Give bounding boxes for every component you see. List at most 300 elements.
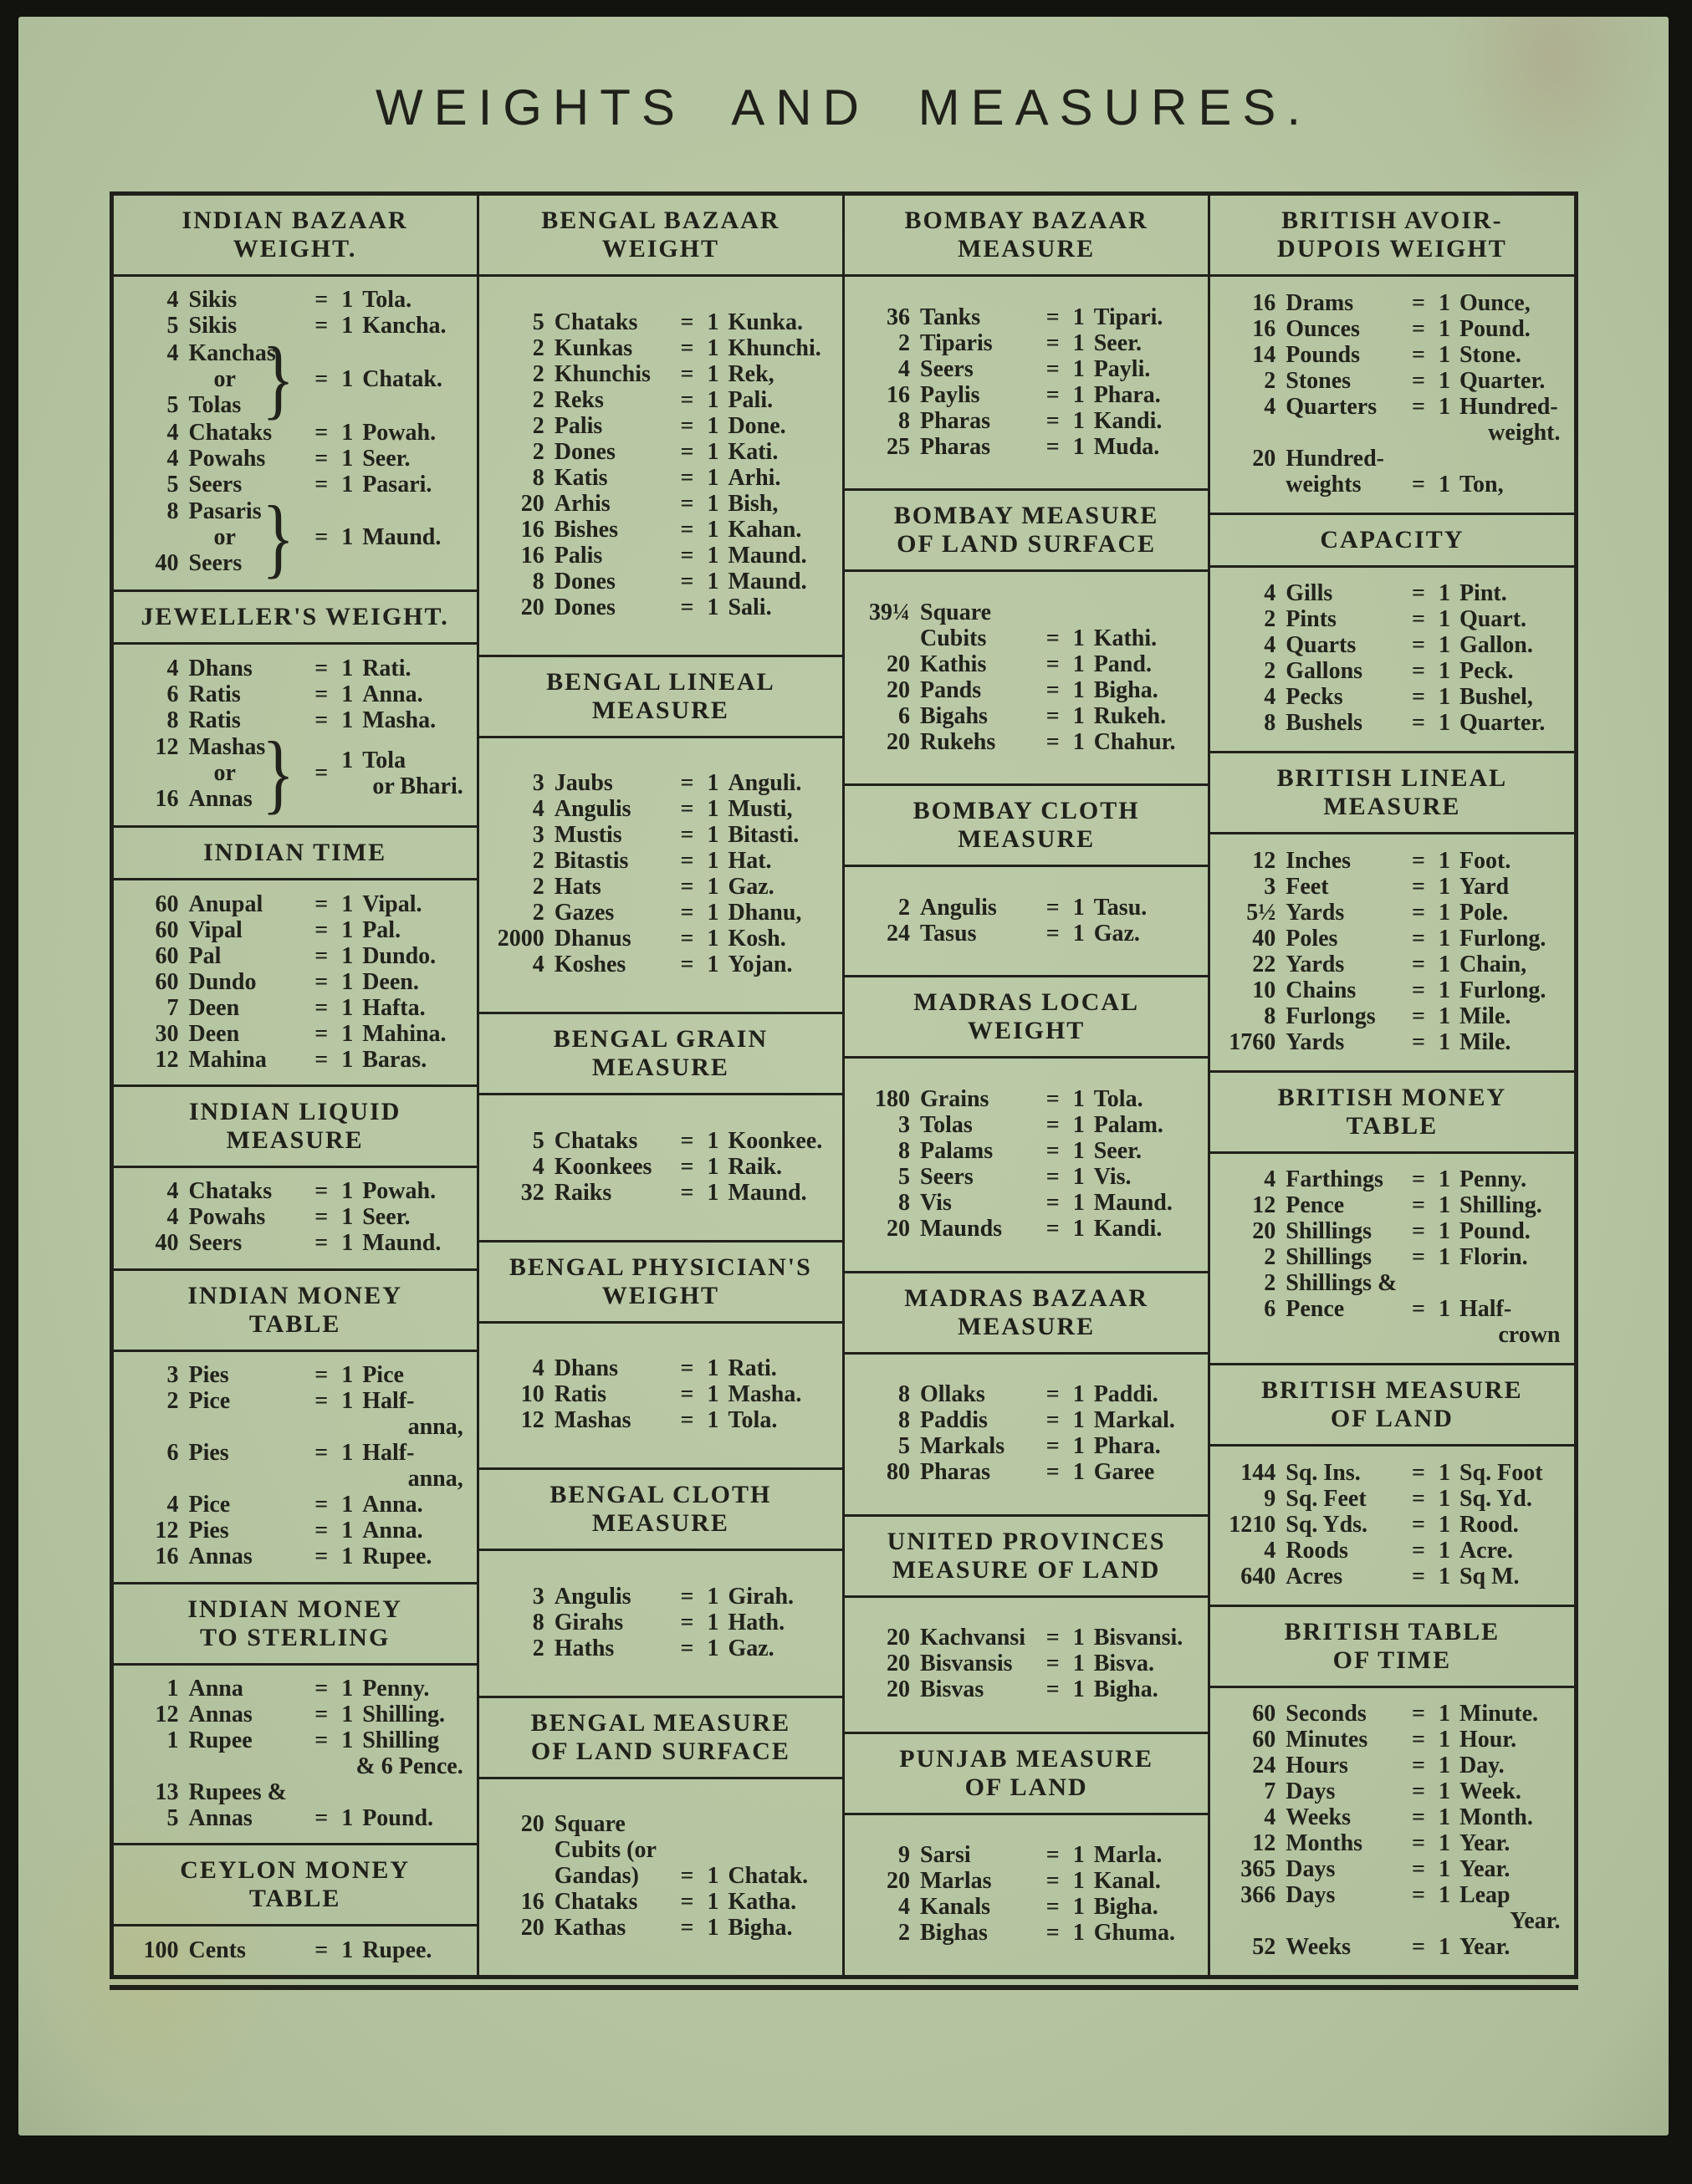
result — [341, 681, 465, 707]
result-quantity: 1 — [1438, 1753, 1450, 1779]
result — [707, 491, 831, 517]
conversion-row — [127, 329, 465, 429]
conversion-row — [1224, 848, 1562, 874]
result — [707, 439, 831, 465]
result-unit: Quarter. — [1459, 367, 1546, 394]
result — [341, 1544, 465, 1569]
conversion-row — [493, 1584, 831, 1610]
equals-sign: = — [1045, 355, 1060, 382]
quantity: 80 — [887, 1459, 910, 1486]
conversion-row — [493, 1811, 831, 1889]
result-quantity: 1 — [1072, 676, 1085, 703]
unit-name: Maunds — [920, 1215, 1003, 1242]
unit-line — [127, 524, 257, 550]
section-body — [479, 1095, 842, 1240]
result — [341, 1230, 465, 1256]
quantity: 2 — [532, 386, 544, 413]
quantity: 10 — [1252, 977, 1276, 1003]
conversion-row — [1224, 606, 1562, 632]
result-unit: Chatak. — [362, 366, 442, 392]
result — [1439, 1753, 1562, 1778]
equals-sign: = — [1045, 1215, 1060, 1242]
result-quantity: 1 — [1438, 1218, 1450, 1245]
equals-sign: = — [680, 796, 694, 823]
unit-name: Minutes — [1286, 1727, 1368, 1753]
quantity: 20 — [1252, 445, 1276, 472]
result-unit: Masha. — [362, 707, 437, 733]
result-quantity: 1 — [1072, 651, 1085, 677]
conversion-row — [493, 1889, 831, 1915]
conversion-row — [493, 1180, 831, 1206]
result-quantity: 1 — [1072, 702, 1085, 729]
result-unit: Week. — [1459, 1778, 1521, 1805]
conversion-row — [1224, 290, 1562, 316]
unit-lines — [127, 340, 276, 418]
section-title-line: TABLE — [1346, 1111, 1439, 1140]
result-quantity: 1 — [341, 1046, 354, 1073]
result — [341, 1676, 465, 1702]
result-unit: Kunka. — [728, 309, 803, 335]
unit-name: Pands — [920, 676, 982, 703]
conversion-row — [1224, 900, 1562, 926]
equals-sign: = — [1045, 1676, 1060, 1703]
result — [707, 1128, 831, 1154]
conversion-row — [127, 1047, 465, 1073]
result-quantity: 1 — [1438, 1882, 1450, 1909]
section-title-line: BRITISH MEASURE — [1261, 1376, 1523, 1404]
quantity: 2 — [532, 1635, 544, 1661]
section-title — [114, 196, 477, 277]
result-quantity: 1 — [1438, 393, 1450, 420]
result — [1439, 848, 1562, 874]
equals-sign: = — [314, 524, 329, 551]
conversion-row — [1224, 1830, 1562, 1856]
result-quantity: 1 — [1072, 1433, 1085, 1460]
page-title: WEIGHTS AND MEASURES. — [375, 79, 1312, 135]
result-unit: Sali. — [728, 594, 772, 620]
quantity: 16 — [520, 1889, 544, 1916]
result — [707, 569, 831, 594]
unit-name: Bisvansis — [920, 1651, 1013, 1677]
section-title — [1210, 196, 1573, 277]
result — [1439, 1029, 1562, 1055]
quantity: 20 — [887, 1625, 910, 1651]
result-quantity: 1 — [1072, 1215, 1085, 1242]
brace-icon: } — [262, 329, 294, 429]
result-unit: Rukeh. — [1093, 702, 1167, 729]
unit-name: Annas — [188, 1701, 253, 1727]
result — [707, 770, 831, 796]
quantity: 60 — [155, 968, 179, 995]
result-quantity: 1 — [341, 1362, 354, 1389]
result-unit: Tipari. — [1093, 304, 1163, 330]
equals-sign: = — [1045, 651, 1060, 677]
quantity: 16 — [520, 542, 544, 569]
result — [1073, 356, 1197, 382]
equals-sign: = — [680, 1153, 694, 1180]
quantity: 4 — [166, 340, 179, 366]
conversion-row — [1224, 1218, 1562, 1244]
section-title-line: OF LAND SURFACE — [897, 530, 1157, 559]
unit-name: Gandas) — [554, 1863, 639, 1890]
section-title-line: OF LAND — [964, 1773, 1088, 1801]
section — [114, 1584, 477, 1846]
equals-sign: = — [1411, 951, 1425, 977]
quantity: 20 — [520, 1811, 544, 1838]
result — [1439, 1218, 1562, 1244]
equals-sign: = — [1045, 329, 1060, 356]
unit-name: Kathas — [554, 1915, 626, 1942]
conversion-row — [1224, 1166, 1562, 1192]
quantity: 180 — [875, 1085, 910, 1112]
conversion-row — [1224, 1270, 1562, 1348]
unit-name: Dhans — [554, 1355, 619, 1382]
result — [341, 1805, 465, 1831]
result-unit: Pint. — [1459, 580, 1507, 607]
result — [707, 874, 831, 900]
conversion-row — [127, 446, 465, 472]
result — [341, 1021, 465, 1047]
equals-sign: = — [1411, 1830, 1425, 1857]
result-quantity: 1 — [341, 1230, 354, 1257]
quantity: 24 — [1252, 1753, 1276, 1779]
quantity: 5 — [532, 309, 544, 335]
equals-sign: = — [1045, 625, 1060, 651]
result-unit: Foot. — [1459, 847, 1511, 874]
result-quantity: 1 — [1438, 1511, 1450, 1538]
unit-name: Cents — [188, 1937, 246, 1963]
conversion-row — [1224, 977, 1562, 1003]
unit-name: Feet — [1286, 873, 1329, 900]
equals-sign: = — [314, 1230, 329, 1257]
equals-sign: = — [314, 1388, 329, 1415]
quantity: 13 — [155, 1778, 179, 1805]
unit-name: Sikis — [188, 287, 238, 314]
conversion-row — [1224, 1856, 1562, 1882]
result-quantity: 1 — [707, 926, 719, 952]
quantity: 12 — [1252, 1192, 1276, 1219]
unit-name: Seconds — [1286, 1701, 1367, 1727]
quantity: 4 — [898, 355, 910, 382]
table-column-1 — [114, 196, 479, 1975]
equals-sign: = — [1045, 728, 1060, 755]
result — [1439, 977, 1562, 1003]
result-unit: Vis. — [1093, 1163, 1132, 1190]
section — [1210, 515, 1573, 754]
result — [1439, 1804, 1562, 1830]
equals-sign: = — [1411, 1218, 1425, 1245]
section-body — [114, 1168, 477, 1268]
result — [1439, 342, 1562, 368]
quantity: 2 — [1264, 1244, 1276, 1271]
result-quantity: 1 — [707, 490, 719, 517]
unit-name: Mashas — [554, 1407, 631, 1434]
result-quantity: 1 — [1072, 1868, 1085, 1895]
result — [1439, 1701, 1562, 1727]
section-title — [479, 196, 842, 277]
result-unit: Musti, — [728, 796, 793, 823]
unit-name: Cubits (or — [554, 1837, 657, 1864]
result — [1439, 684, 1562, 710]
conversion-row — [493, 900, 831, 926]
result-unit: Katha. — [728, 1889, 797, 1916]
unit-name: Farthings — [1286, 1166, 1383, 1193]
section-body — [114, 645, 477, 825]
quantity: 5 — [166, 1804, 179, 1831]
quantity: 3 — [532, 770, 544, 797]
result-quantity: 1 — [1438, 873, 1450, 900]
result-unit: Bisva. — [1093, 1651, 1155, 1677]
conversion-row — [1224, 1538, 1562, 1564]
result — [1439, 1512, 1562, 1538]
quantity: 2 — [532, 900, 544, 926]
quantity: 8 — [898, 1407, 910, 1434]
section-title-line: PUNJAB MEASURE — [899, 1744, 1154, 1773]
result — [707, 361, 831, 387]
equals-sign: = — [314, 1544, 329, 1570]
result-unit: Sq M. — [1459, 1563, 1520, 1590]
conversion-row — [1224, 1934, 1562, 1960]
quantity: 52 — [1252, 1934, 1276, 1961]
unit-lines — [127, 1779, 465, 1831]
conversion-row — [127, 1518, 465, 1544]
result — [707, 387, 831, 413]
unit-name: Girahs — [554, 1609, 624, 1635]
unit-name: Roods — [1286, 1537, 1348, 1564]
result — [707, 413, 831, 439]
result-unit: Seer. — [1093, 1137, 1142, 1164]
conversion-row — [1224, 1192, 1562, 1218]
result — [707, 1889, 831, 1915]
conversion-row — [493, 1154, 831, 1180]
equals-sign: = — [680, 770, 694, 797]
result-unit: Bigha. — [1093, 1894, 1158, 1921]
equals-sign: = — [314, 1178, 329, 1205]
quantity: 39¼ — [869, 599, 910, 625]
result — [341, 943, 465, 969]
equals-sign: = — [680, 438, 694, 465]
result-quantity: 1 — [341, 916, 354, 943]
result — [1073, 1868, 1197, 1894]
result-quantity: 1 — [341, 655, 354, 681]
quantity: 4 — [166, 1178, 179, 1205]
conversion-row — [127, 420, 465, 446]
result-quantity: 1 — [707, 1179, 719, 1206]
unit-name: Angulis — [920, 894, 997, 921]
result-unit: Furlong. — [1459, 925, 1546, 952]
section-title-line: MEASURE — [591, 1509, 729, 1537]
conversion-row — [858, 304, 1196, 330]
unit-name: Ratis — [188, 707, 241, 733]
result-unit: Bish, — [728, 490, 779, 517]
equals-sign: = — [314, 287, 329, 314]
equals-sign: = — [314, 1675, 329, 1702]
conversion-row — [858, 1868, 1196, 1894]
result — [341, 1727, 465, 1779]
quantity: 4 — [532, 1153, 544, 1180]
section-title — [114, 1271, 477, 1352]
equals-sign: = — [314, 1204, 329, 1231]
conversion-row — [493, 1381, 831, 1407]
brace-icon: } — [262, 487, 294, 587]
quantity: 32 — [520, 1179, 544, 1206]
unit-name: Pharas — [920, 433, 990, 460]
result-quantity: 1 — [1072, 1085, 1085, 1112]
result-continuation: or Bhari. — [372, 773, 463, 799]
result-unit: Pali. — [728, 386, 774, 413]
result-unit: Chahur. — [1093, 728, 1176, 755]
section-title-line: MEASURE — [958, 1312, 1096, 1340]
equals-sign: = — [314, 445, 329, 472]
section-body — [114, 880, 477, 1084]
result-quantity: 1 — [341, 1727, 354, 1753]
conversion-row — [127, 995, 465, 1021]
unit-line — [1224, 472, 1562, 498]
section-body — [1210, 1154, 1573, 1364]
result — [1439, 1856, 1562, 1882]
quantity: 16 — [1252, 315, 1276, 342]
result-quantity: 1 — [1438, 1244, 1450, 1271]
equals-sign: = — [314, 366, 329, 392]
quantity: 16 — [155, 786, 179, 813]
unit-name: Powahs — [188, 445, 266, 472]
section — [1210, 1073, 1573, 1366]
equals-sign: = — [314, 313, 329, 339]
result — [707, 822, 831, 848]
result — [707, 1610, 831, 1635]
equals-sign: = — [314, 1440, 329, 1467]
unit-name: Koshes — [554, 952, 626, 978]
conversion-row — [858, 921, 1196, 947]
section — [479, 196, 842, 657]
section — [479, 1698, 842, 1976]
result-unit: Bigha. — [728, 1915, 793, 1942]
result-unit: Seer. — [362, 445, 411, 472]
result-unit: Girah. — [728, 1583, 795, 1610]
equals-sign: = — [680, 516, 694, 543]
result — [1073, 1112, 1197, 1138]
result — [341, 1492, 465, 1518]
result-unit: Mile. — [1459, 1003, 1511, 1029]
quantity: 8 — [898, 1189, 910, 1216]
quantity: 366 — [1240, 1882, 1276, 1909]
equals-sign: = — [1411, 1804, 1425, 1831]
section-title-line: DUPOIS WEIGHT — [1277, 235, 1507, 263]
section-body — [114, 1666, 477, 1844]
unit-name: Yards — [1286, 1028, 1345, 1055]
result-unit: Pole. — [1459, 899, 1509, 926]
result-unit: Tasu. — [1093, 894, 1148, 921]
equals-sign: = — [680, 1381, 694, 1408]
unit-name: Sikis — [188, 313, 238, 339]
result-unit: Chatak. — [728, 1863, 809, 1890]
result — [707, 952, 831, 977]
equals-sign: = — [314, 1492, 329, 1518]
quantity: 1210 — [1229, 1511, 1276, 1538]
result — [1073, 1216, 1197, 1242]
result — [707, 543, 831, 569]
conversion-row — [1224, 1512, 1562, 1538]
result-unit: Rek, — [728, 360, 774, 387]
section-body — [479, 1779, 842, 1976]
unit-name: Sq. Yds. — [1286, 1511, 1368, 1538]
section-title — [114, 1845, 477, 1926]
section — [114, 592, 477, 828]
quantity: 4 — [532, 796, 544, 823]
unit-name: Bishes — [554, 516, 618, 543]
result-quantity: 1 — [707, 900, 719, 926]
result-unit: Shilling — [362, 1727, 440, 1753]
unit-name: Chataks — [188, 419, 273, 446]
unit-name: Kathis — [920, 651, 987, 677]
conversion-row — [858, 1651, 1196, 1676]
quantity: 4 — [1264, 393, 1276, 420]
result-unit: Tola. — [362, 287, 412, 314]
unit-name: Yards — [1286, 899, 1345, 926]
result-unit: Maund. — [728, 542, 807, 569]
result — [1439, 1564, 1562, 1590]
section-title — [1210, 753, 1573, 834]
unit-name: or — [213, 366, 236, 392]
result — [707, 926, 831, 952]
result — [1439, 316, 1562, 342]
equals-sign: = — [1411, 1934, 1425, 1961]
result-quantity: 1 — [341, 419, 354, 446]
equals-sign: = — [1411, 1537, 1425, 1564]
result-continuation: crown — [1498, 1322, 1561, 1349]
equals-sign: = — [1045, 1459, 1060, 1486]
conversion-row — [858, 1112, 1196, 1138]
result — [341, 472, 465, 498]
quantity — [127, 760, 189, 786]
result — [1073, 1676, 1197, 1702]
section-title-line: MEASURE — [591, 696, 729, 724]
unit-name: Powahs — [188, 1204, 266, 1231]
result-continuation: anna, — [407, 1466, 463, 1493]
result-quantity: 1 — [1438, 1830, 1450, 1857]
unit-name: Hundred- — [1286, 445, 1384, 472]
unit-name: Pasaris — [188, 498, 262, 525]
result-unit: Koonkee. — [728, 1127, 823, 1154]
conversion-row — [1224, 1882, 1562, 1934]
result-quantity: 1 — [707, 1915, 719, 1942]
section-title — [479, 1243, 842, 1324]
unit-name: Yards — [1286, 951, 1345, 977]
result-quantity: 1 — [1072, 355, 1085, 382]
result-unit: Half- — [1459, 1296, 1512, 1323]
result-quantity: 1 — [341, 1937, 354, 1963]
section-body — [845, 867, 1208, 975]
result — [1439, 1778, 1562, 1804]
unit-name: Chataks — [554, 309, 638, 335]
result-unit: Arhi. — [728, 464, 781, 491]
conversion-row — [127, 891, 465, 917]
conversion-row — [127, 1204, 465, 1230]
result-quantity: 1 — [341, 524, 354, 551]
result-unit: Maund. — [728, 568, 807, 594]
result-quantity: 1 — [707, 594, 719, 620]
equals-sign: = — [1411, 658, 1425, 685]
quantity: 640 — [1240, 1563, 1276, 1590]
equals-sign: = — [1045, 1433, 1060, 1460]
unit-name: Rukehs — [920, 728, 996, 755]
quantity: 12 — [155, 1046, 179, 1073]
result — [1073, 1433, 1197, 1459]
result-unit: Done. — [728, 412, 786, 439]
section — [845, 977, 1208, 1273]
quantity: 4 — [166, 1204, 179, 1231]
unit-name: Mahina — [188, 1046, 267, 1073]
